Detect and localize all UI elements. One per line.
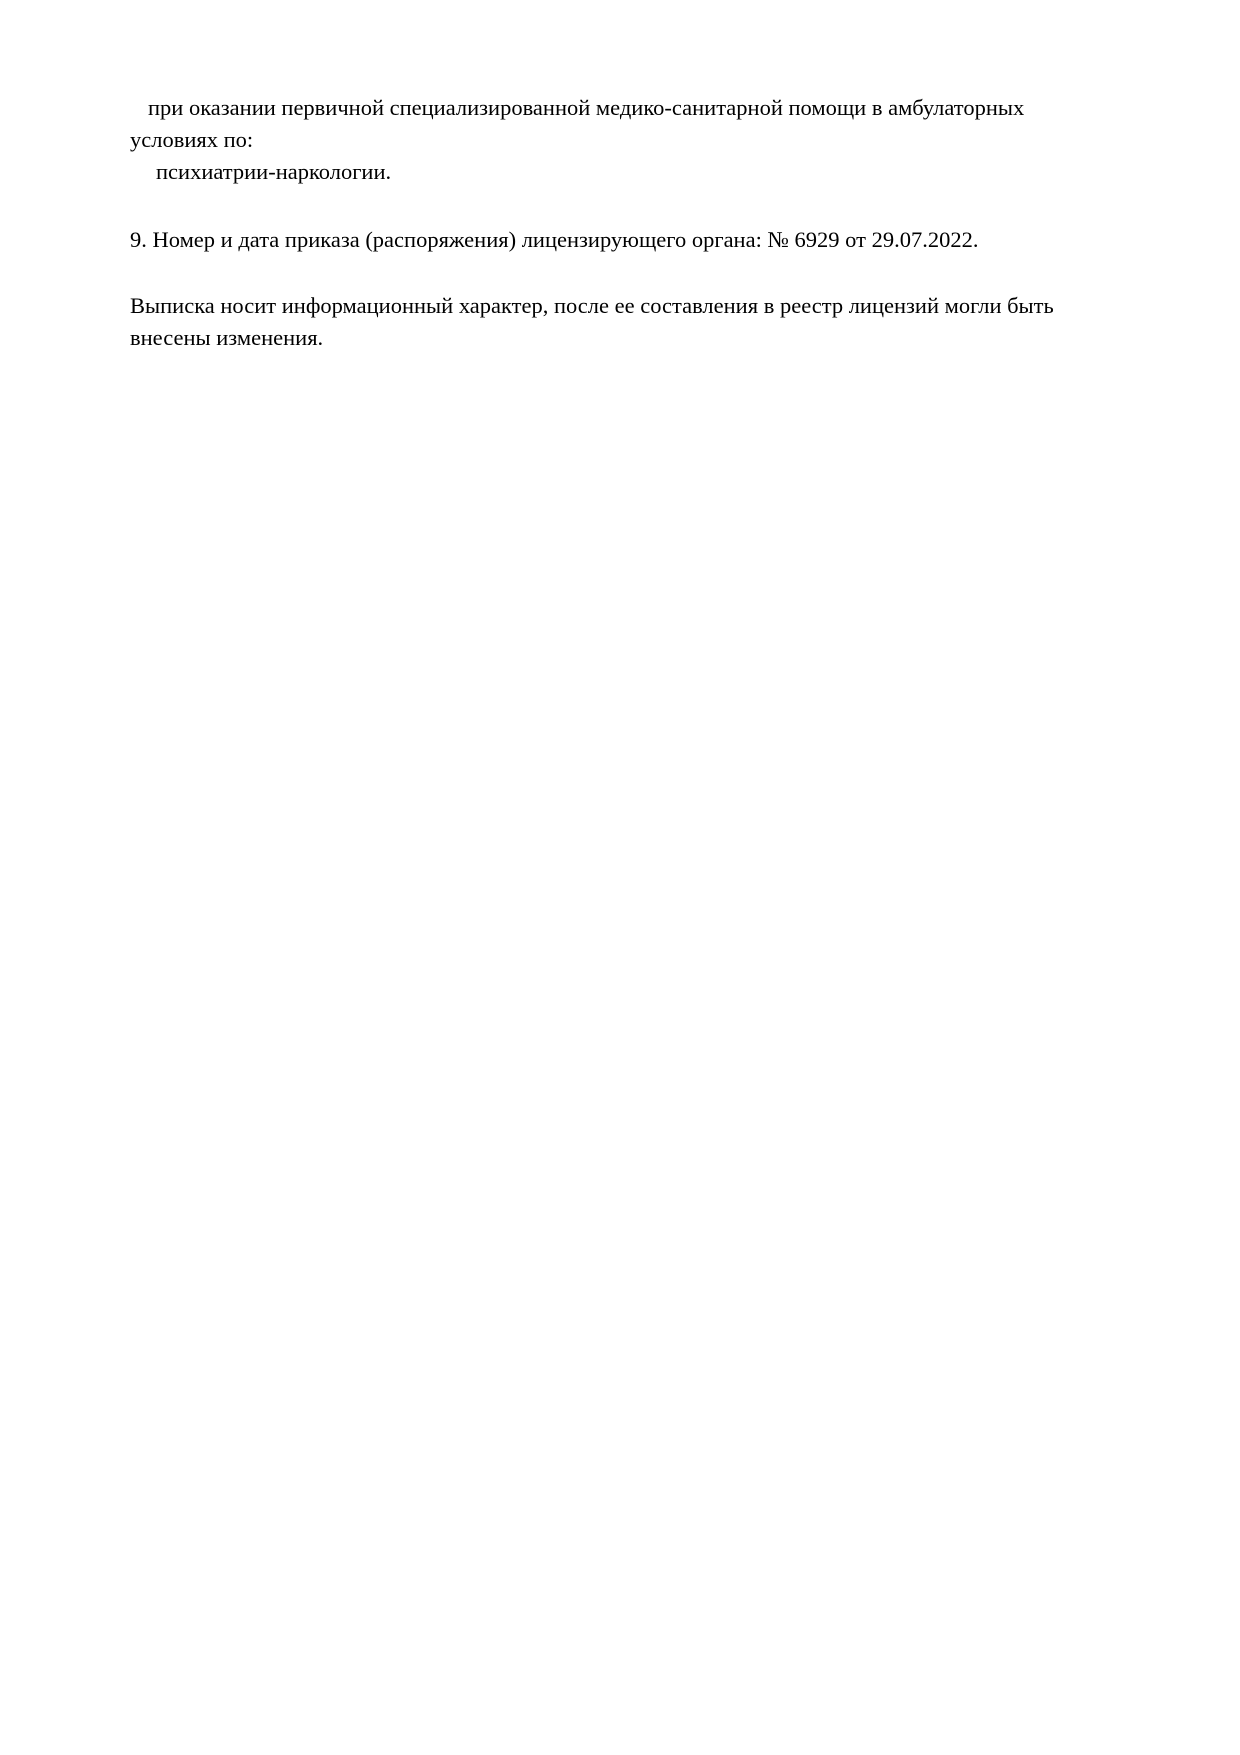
- document-body: [130, 92, 1110, 354]
- services-intro-paragraph: при оказании первичной специализированной медико-санитарной помощи в амбулаторных условиях по:: [130, 95, 1025, 152]
- paragraph-spacer-2: [130, 256, 1110, 290]
- disclaimer-paragraph: Выписка носит информационный характер, после ее составления в реестр лицензий могли быть внесены изменения.: [130, 292, 1054, 350]
- services-item-paragraph: психиатрии-наркологии.: [156, 158, 392, 184]
- paragraph-spacer: [130, 188, 1110, 224]
- order-number-date-paragraph: 9. Номер и дата приказа (распоряжения) лицензирующего органа: № 6929 от 29.07.2022.: [130, 226, 979, 252]
